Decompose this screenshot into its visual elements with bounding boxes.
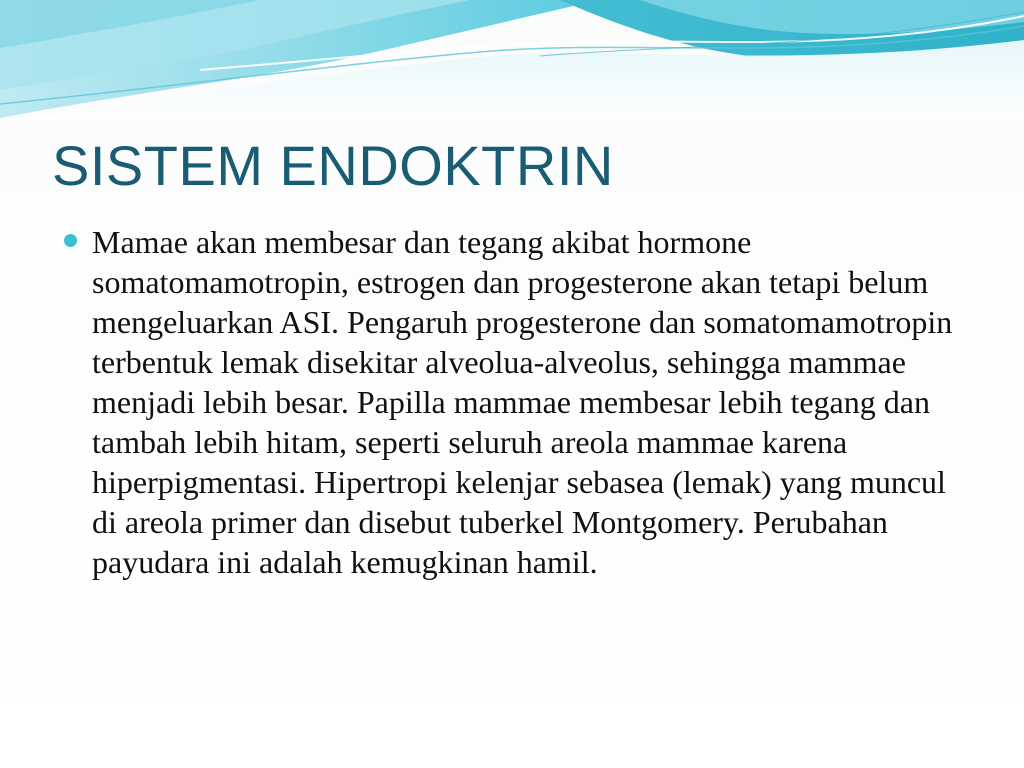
bullet-item xyxy=(62,222,972,582)
bullet-dot-icon xyxy=(64,234,77,247)
wave-header-decoration xyxy=(0,0,1024,120)
bullet-text: Mamae akan membesar dan tegang akibat hormone somatomamotropin, estrogen dan progesterone akan tetapi belum mengeluarkan ASI. Pengaruh progesterone dan somatomamotropin terbentuk lemak disekitar alveolua-alveolus, sehingga mammae menjadi lebih besar. Papilla mammae membesar lebih tegang dan tambah lebih hitam, seperti seluruh areola mammae karena hiperpigmentasi. Hipertropi kelenjar sebasea (lemak) yang muncul di areola primer dan disebut tuberkel Montgomery. Perubahan payudara ini adalah kemugkinan hamil. xyxy=(92,224,953,580)
slide-title: SISTEM ENDOKTRIN xyxy=(52,134,614,197)
content-body xyxy=(62,222,972,582)
